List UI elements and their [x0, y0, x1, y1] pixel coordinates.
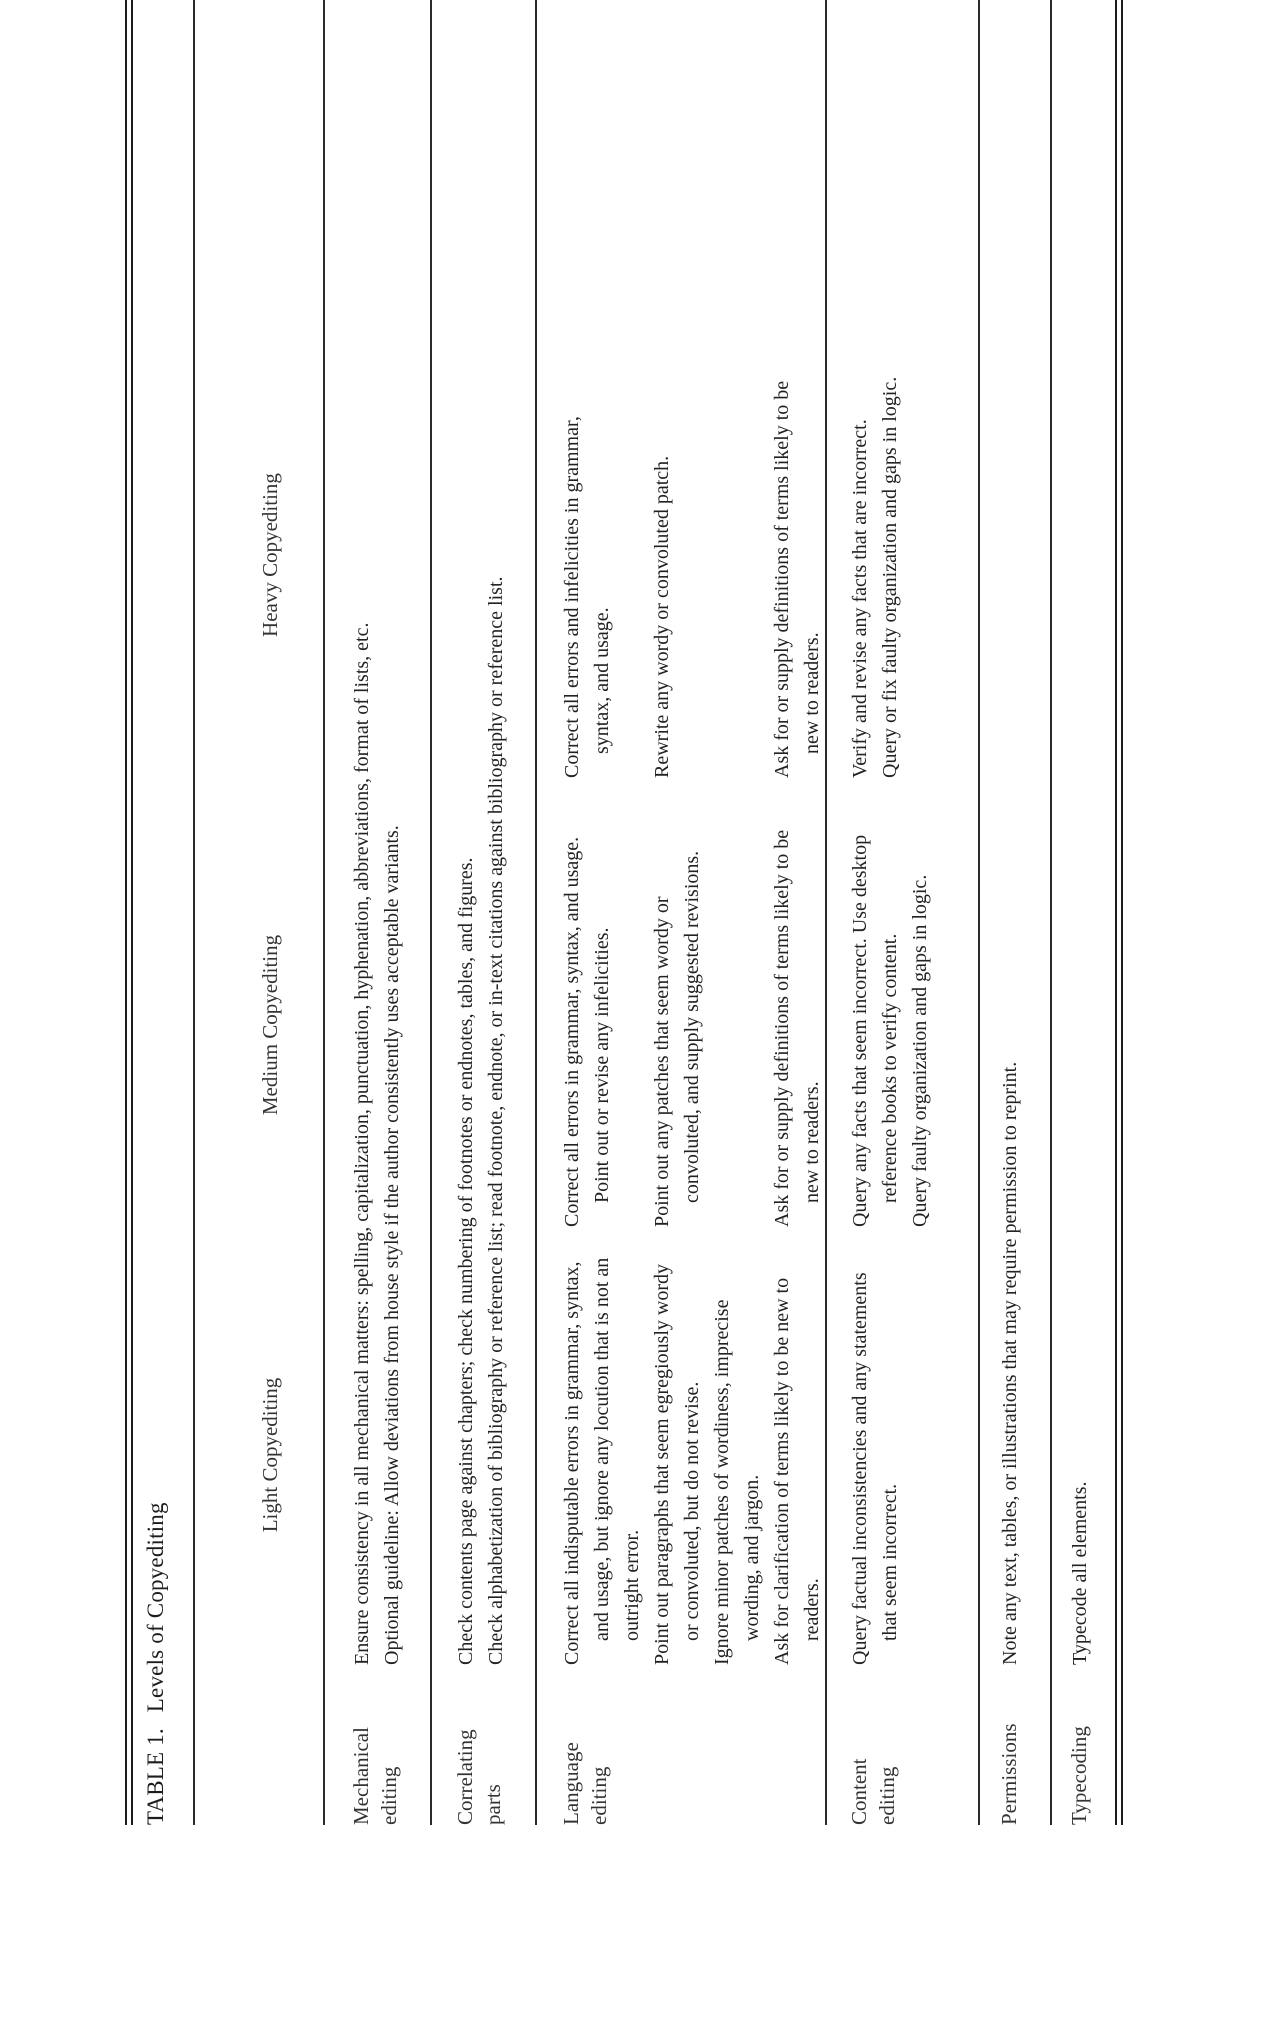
- column-header-light: Light Copyediting: [258, 1377, 282, 1533]
- row-label-language: Language editing: [559, 1742, 611, 1825]
- row-rule: [825, 0, 827, 1825]
- language-light-cell: [557, 1255, 827, 1665]
- language-medium-item: Correct all errors in grammar, syntax, and usage. Point out or revise any infelicities.: [561, 836, 613, 1227]
- row-label-correlating: Correlating parts: [453, 1729, 505, 1825]
- language-light-item: Ask for clarification of terms likely to be new to readers.: [771, 1277, 823, 1665]
- language-medium-item: Point out any patches that seem wordy or convoluted, and supply suggested revisions.: [651, 850, 703, 1227]
- language-light-item: Ignore minor patches of wordiness, imprecise wording, and jargon.: [711, 1299, 763, 1665]
- mechanical-cell: [347, 0, 407, 1665]
- language-heavy-item: Correct all errors and infelicities in grammar, syntax, and usage.: [561, 416, 613, 778]
- row-rule: [1050, 0, 1052, 1825]
- content-heavy-cell: [845, 328, 905, 778]
- row-label-mechanical: Mechanical editing: [349, 1727, 401, 1825]
- language-medium-item: Ask for or supply definitions of terms likely to be new to readers.: [771, 829, 823, 1227]
- content-medium-item: Query any facts that seem incorrect. Use desktop reference books to verify content.: [849, 834, 901, 1227]
- permissions-cell: [995, 0, 1025, 1665]
- correlating-line: Check contents page against chapters; check numbering of footnotes or endnotes, tables, and figures.: [455, 857, 477, 1665]
- language-medium-cell: [557, 817, 827, 1227]
- content-heavy-item: Verify and revise any facts that are incorrect.: [849, 419, 871, 778]
- permissions-line: Note any text, tables, or illustrations that may require permission to reprint.: [999, 1061, 1021, 1665]
- row-label-permissions: Permissions: [997, 1723, 1021, 1825]
- correlating-line: Check alphabetization of bibliography or reference list; read footnote, endnote, or in-text citations against bibliography or reference list.: [485, 576, 507, 1665]
- mechanical-line: Optional guideline: Allow deviations from house style if the author consistently uses acceptable variants.: [381, 825, 403, 1665]
- top-rule-double: [131, 0, 133, 1825]
- row-rule: [535, 0, 537, 1825]
- top-rule: [125, 0, 127, 1825]
- table-caption: [143, 1502, 169, 1825]
- typecoding-line: Typecode all elements.: [1069, 1481, 1091, 1665]
- language-light-item: Point out paragraphs that seem egregiously wordy or convoluted, but do not revise.: [651, 1263, 703, 1665]
- content-light-item: Query factual inconsistencies and any statements that seem incorrect.: [849, 1272, 901, 1665]
- mechanical-line: Ensure consistency in all mechanical matters: spelling, capitalization, punctuation, hyphenation, abbreviations, format of lists, etc.: [351, 622, 373, 1665]
- table-sheet: [125, 0, 1125, 1825]
- language-light-item: Correct all indisputable errors in grammar, syntax, and usage, but ignore any locution that is not an outright error.: [561, 1257, 643, 1665]
- column-header-heavy: Heavy Copyediting: [258, 473, 282, 637]
- content-light-cell: [845, 1255, 905, 1665]
- bottom-rule-double: [1121, 0, 1123, 1825]
- row-label-typecoding: Typecoding: [1067, 1726, 1091, 1825]
- language-heavy-item: Ask for or supply definitions of terms likely to be new to readers.: [771, 380, 823, 778]
- row-rule: [978, 0, 980, 1825]
- correlating-cell: [451, 0, 511, 1665]
- typecoding-cell: [1065, 0, 1095, 1665]
- language-heavy-item: Rewrite any wordy or convoluted patch.: [651, 455, 673, 778]
- content-medium-cell: [845, 807, 935, 1227]
- content-heavy-item: Query or fix faulty organization and gaps in logic.: [879, 376, 901, 778]
- column-header-medium: Medium Copyediting: [258, 934, 282, 1116]
- copyediting-table: [125, 0, 1125, 1825]
- caption-title: Levels of Copyediting: [143, 1502, 168, 1713]
- caption-rule: [193, 0, 195, 1825]
- row-label-content: Content editing: [847, 1758, 899, 1825]
- language-heavy-cell: [557, 368, 827, 778]
- header-rule: [323, 0, 325, 1825]
- bottom-rule: [1115, 0, 1117, 1825]
- content-medium-item: Query faulty organization and gaps in logic.: [909, 874, 931, 1227]
- row-rule: [430, 0, 432, 1825]
- caption-label: TABLE 1.: [143, 1728, 168, 1825]
